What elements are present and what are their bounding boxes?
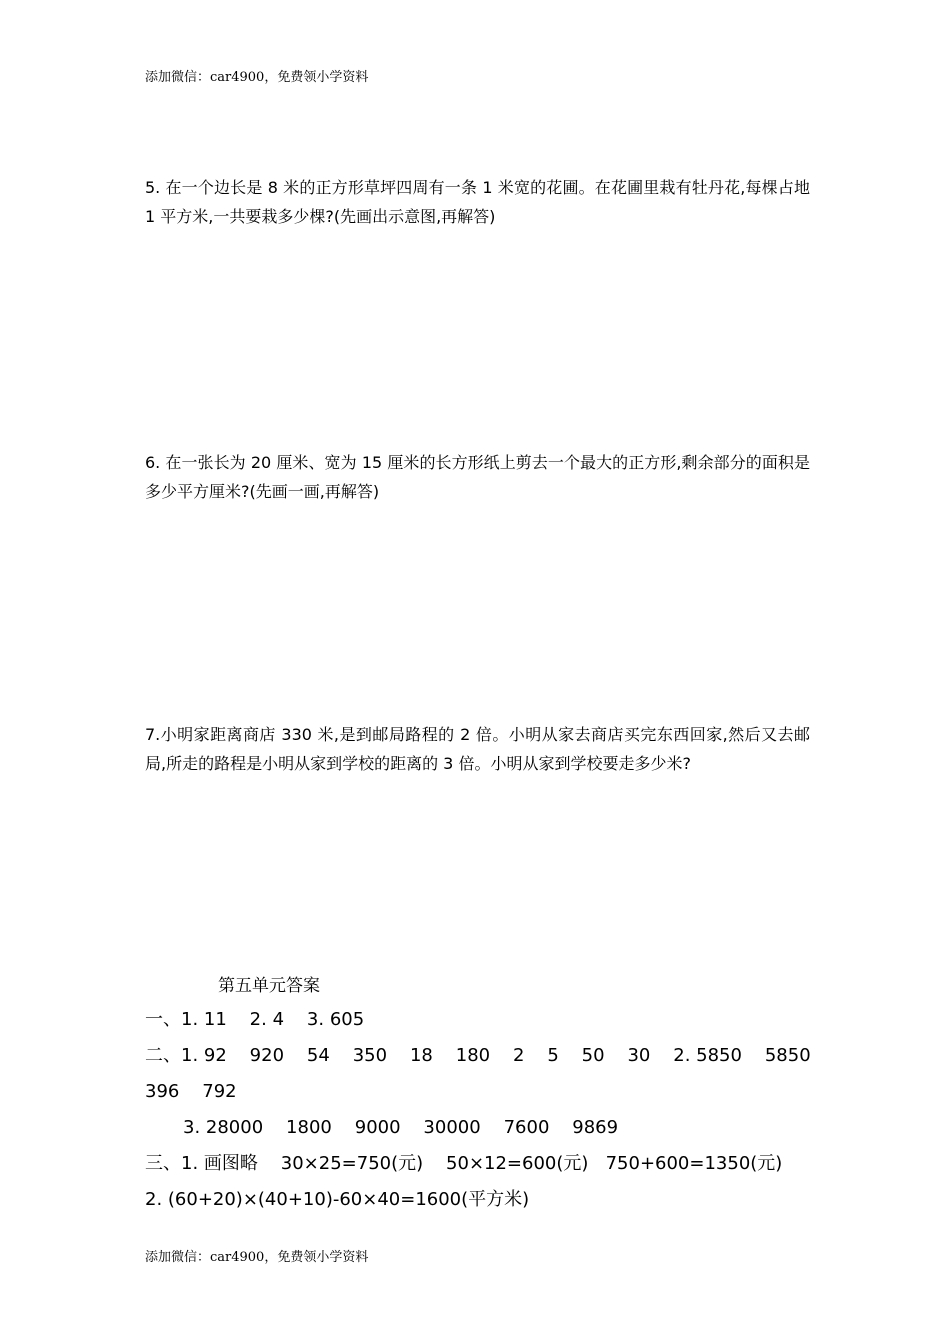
page-footer: 添加微信：car4900，免费领小学资料 bbox=[145, 1250, 369, 1265]
answer-line-3: 396 792 bbox=[145, 1081, 237, 1102]
answer-line-5: 三、1. 画图略 30×25=750(元) 50×12=600(元) 750+600=1350(元) bbox=[145, 1153, 783, 1174]
page-header: 添加微信：car4900，免费领小学资料 bbox=[145, 70, 369, 85]
problem-7: 7.小明家距离商店 330 米,是到邮局路程的 2 倍。小明从家去商店买完东西回家,然后又去邮局,所走的路程是小明从家到学校的距离的 3 倍。小明从家到学校要走多少米? bbox=[145, 725, 810, 773]
problem-5: 5. 在一个边长是 8 米的正方形草坪四周有一条 1 米宽的花圃。在花圃里栽有牡丹花,每棵占地 1 平方米,一共要栽多少棵?(先画出示意图,再解答) bbox=[145, 178, 810, 226]
answer-line-1: 一、1. 11 2. 4 3. 605 bbox=[145, 1009, 365, 1030]
answer-line-4: 3. 28000 1800 9000 30000 7600 9869 bbox=[183, 1117, 619, 1138]
answer-line-2: 二、1. 92 920 54 350 18 180 2 5 50 30 2. 5850 5850 bbox=[145, 1045, 811, 1066]
problem-6: 6. 在一张长为 20 厘米、宽为 15 厘米的长方形纸上剪去一个最大的正方形,剩余部分的面积是多少平方厘米?(先画一画,再解答) bbox=[145, 453, 810, 501]
answer-title: 第五单元答案 bbox=[218, 976, 320, 996]
answer-line-6: 2. (60+20)×(40+10)-60×40=1600(平方米) bbox=[145, 1189, 530, 1210]
answer-section bbox=[145, 970, 825, 1218]
